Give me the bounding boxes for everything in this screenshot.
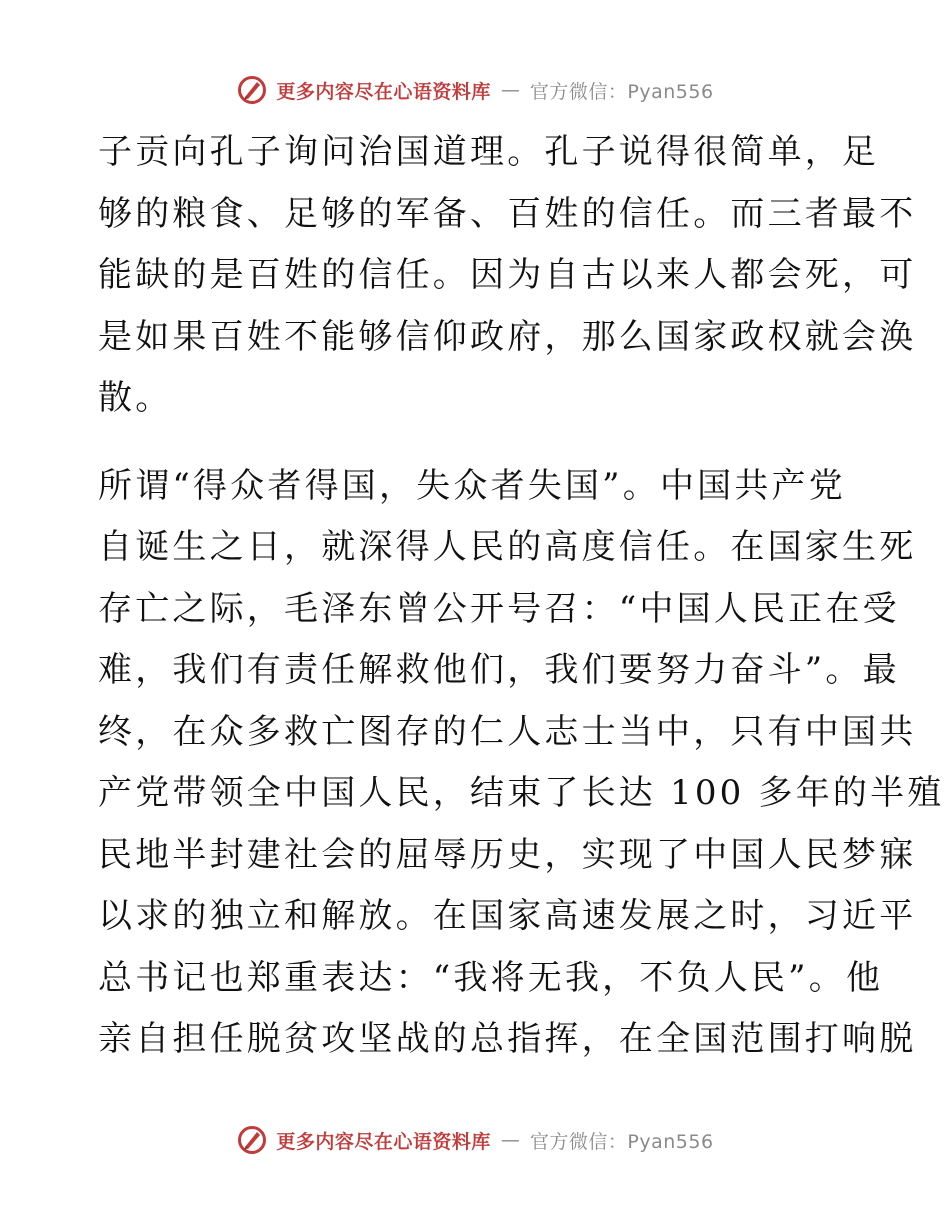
text-line: 够的粮食、足够的军备、百姓的信任。而三者最不 xyxy=(98,193,917,234)
pen-seal-icon xyxy=(236,74,268,106)
text-line: 子贡向孔子询问治国道理。孔子说得很简单，足 xyxy=(98,132,880,172)
text-line: 是如果百姓不能够信仰政府，那么国家政权就会涣 xyxy=(98,316,917,357)
text-line: 以求的独立和解放。在国家高速发展之时，习近平 xyxy=(98,896,917,936)
text-line: 能缺的是百姓的信任。因为自古以来人都会死，可 xyxy=(98,255,917,295)
watermark-contact: 官方微信：Pyan556 xyxy=(529,80,714,103)
paragraph-2 xyxy=(98,456,945,1071)
pen-seal-icon xyxy=(236,1124,268,1156)
text-line: 难，我们有责任解救他们，我们要努力奋斗”。最 xyxy=(98,650,900,690)
text-line: 终，在众多救亡图存的仁人志士当中，只有中国共 xyxy=(98,711,917,752)
watermark-brand: 更多内容尽在心语资料库 xyxy=(276,1130,491,1153)
text-line: 所谓“得众者得国，失众者失国”。中国共产党 xyxy=(98,465,846,506)
text-line: 总书记也郑重表达：“我将无我，不负人民”。他 xyxy=(98,957,884,998)
watermark-separator: — xyxy=(500,1129,520,1151)
paragraph-1 xyxy=(98,122,917,430)
document-body xyxy=(98,122,945,1071)
footer-watermark xyxy=(0,1120,950,1160)
text-line: 存亡之际，毛泽东曾公开号召：“中国人民正在受 xyxy=(98,588,900,629)
text-line: 民地半封建社会的屈辱历史，实现了中国人民梦寐 xyxy=(98,834,917,875)
watermark-separator: — xyxy=(500,79,520,101)
text-line: 产党带领全中国人民，结束了长达 100 多年的半殖 xyxy=(98,773,945,813)
text-line: 亲自担任脱贫攻坚战的总指挥，在全国范围打响脱 xyxy=(98,1019,917,1059)
header-watermark xyxy=(0,70,950,110)
text-line: 自诞生之日，就深得人民的高度信任。在国家生死 xyxy=(98,527,917,567)
text-line: 散。 xyxy=(98,378,173,418)
watermark-contact: 官方微信：Pyan556 xyxy=(529,1130,714,1153)
watermark-brand: 更多内容尽在心语资料库 xyxy=(276,80,491,103)
